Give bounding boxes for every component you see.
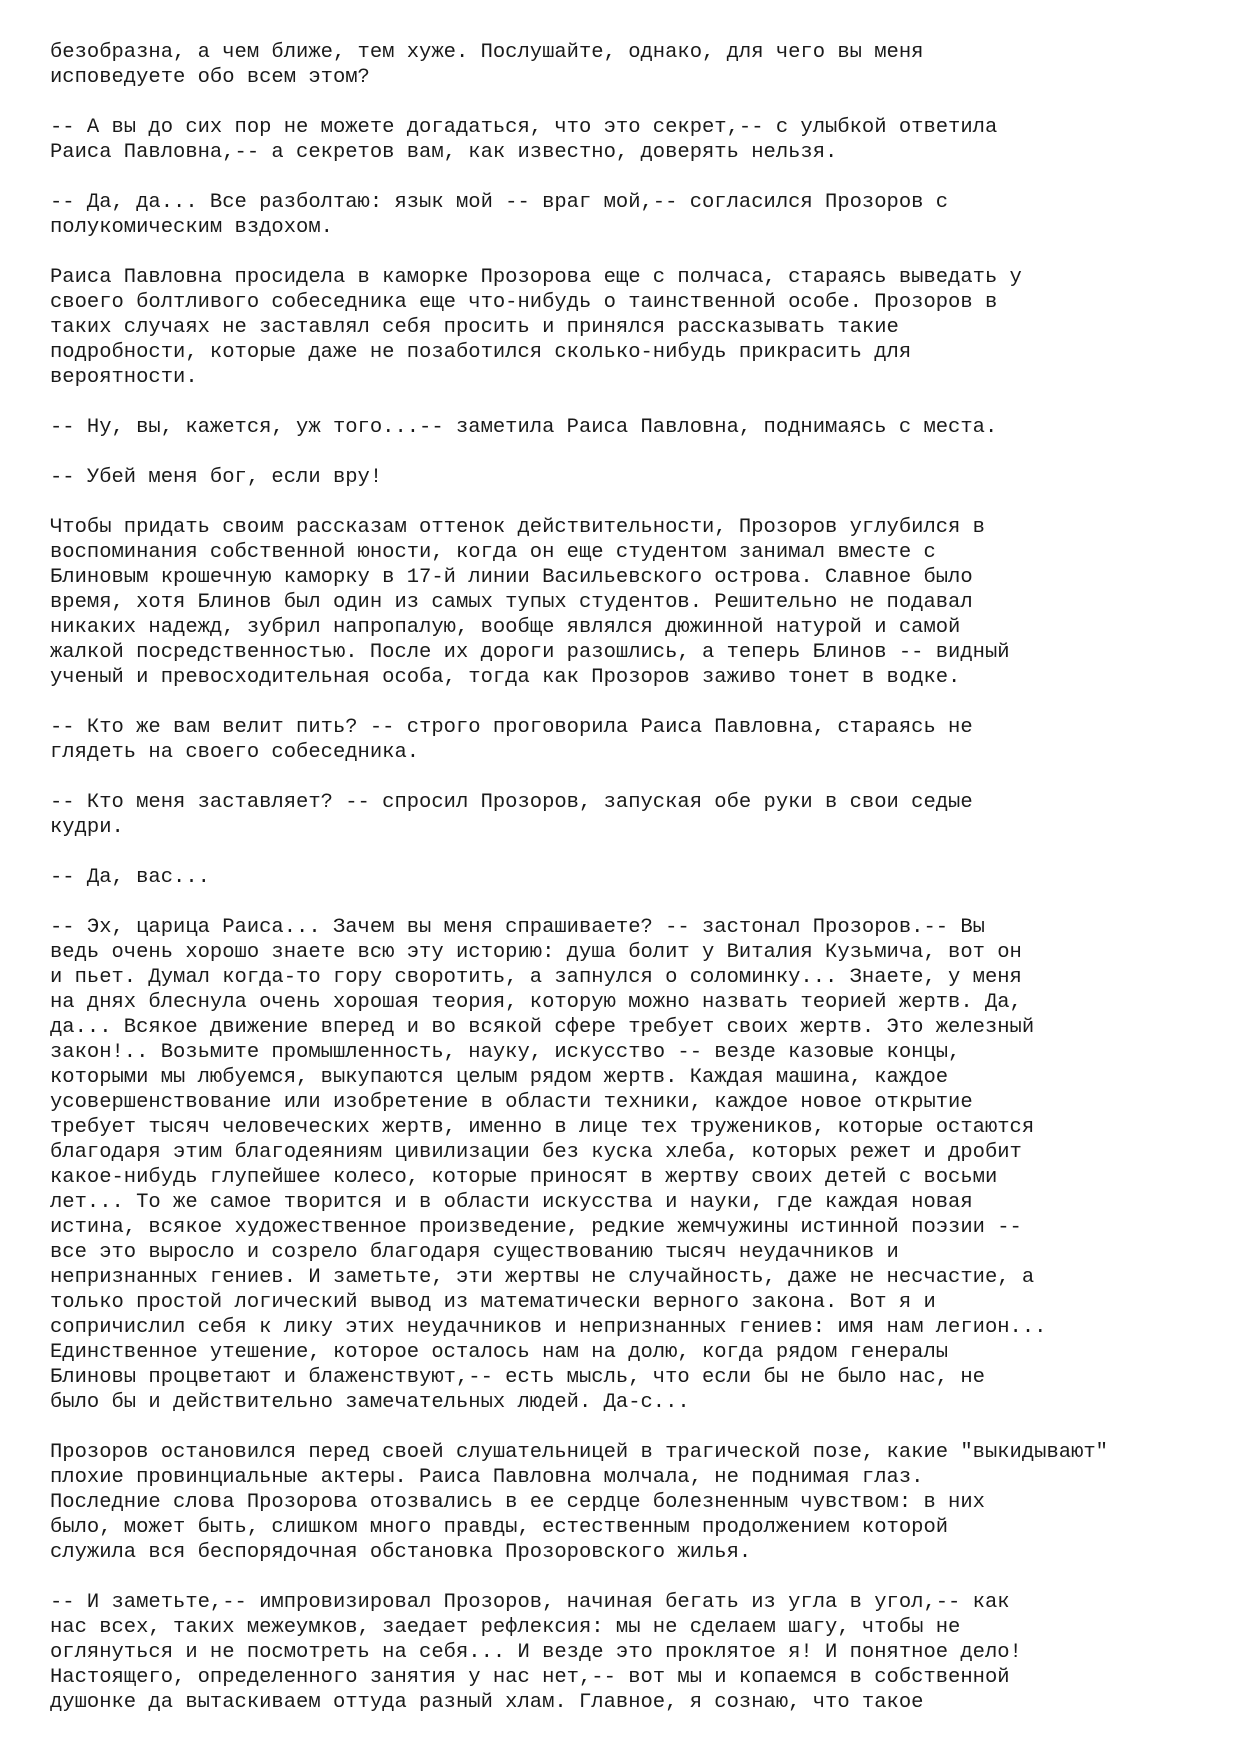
text-line: было бы и действительно замечательных людей. Да-с... [50,1391,690,1414]
text-line: требует тысяч человеческих жертв, именно в лице тех тружеников, которые остаются [50,1116,1035,1139]
text-line: Раиса Павловна просидела в каморке Прозорова еще с полчаса, стараясь выведать у [50,266,1022,289]
text-line: -- Кто же вам велит пить? -- строго проговорила Раиса Павловна, стараясь не [50,716,973,739]
text-line: своего болтливого собеседника еще что-нибудь о таинственной особе. Прозоров в [50,291,998,314]
text-line: нас всех, таких межеумков, заедает рефлексия: мы не сделаем шагу, чтобы не [50,1616,961,1639]
text-line: Единственное утешение, которое осталось нам на долю, когда рядом генералы [50,1341,949,1364]
text-line: оглянуться и не посмотреть на себя... И везде это проклятое я! И понятное дело! [50,1641,1022,1664]
text-line: полукомическим вздохом. [50,216,333,239]
text-line: непризнанных гениев. И заметьте, эти жертвы не случайность, даже не несчастие, а [50,1266,1035,1289]
text-line: глядеть на своего собеседника. [50,741,420,764]
text-line: усовершенствование или изобретение в области техники, каждое новое открытие [50,1091,973,1114]
text-line: -- Ну, вы, кажется, уж того...-- заметила Раиса Павловна, поднимаясь с места. [50,416,998,439]
text-line: Настоящего, определенного занятия у нас нет,-- вот мы и копаемся в собственной [50,1666,1010,1689]
text-line: служила вся беспорядочная обстановка Прозоровского жилья. [50,1541,752,1564]
paragraph [50,415,1210,440]
text-line: вероятности. [50,366,198,389]
text-line: жалкой посредственностью. После их дороги разошлись, а теперь Блинов -- видный [50,641,1010,664]
text-line: закон!.. Возьмите промышленность, науку, искусство -- везде казовые концы, [50,1041,961,1064]
text-line: на днях блеснула очень хорошая теория, которую можно назвать теорией жертв. Да, [50,991,1022,1014]
text-line: Последние слова Прозорова отозвались в ее сердце болезненным чувством: в них [50,1491,985,1514]
text-line: истина, всякое художественное произведение, редкие жемчужины истинной поэзии -- [50,1216,1022,1239]
text-line: -- А вы до сих пор не можете догадаться, что это секрет,-- с улыбкой ответила [50,116,998,139]
text-line: Раиса Павловна,-- а секретов вам, как известно, доверять нельзя. [50,141,838,164]
text-line: ученый и превосходительная особа, тогда как Прозоров заживо тонет в водке. [50,666,961,689]
text-line: ведь очень хорошо знаете всю эту историю: душа болит у Виталия Кузьмича, вот он [50,941,1022,964]
text-line: никаких надежд, зубрил напропалую, вообще являлся дюжинной натурой и самой [50,616,961,639]
text-line: только простой логический вывод из математически верного закона. Вот я и [50,1291,936,1314]
text-line: исповедуете обо всем этом? [50,66,370,89]
paragraph [50,115,1210,165]
text-line: -- И заметьте,-- импровизировал Прозоров, начиная бегать из угла в угол,-- как [50,1591,1010,1614]
text-line: плохие провинциальные актеры. Раиса Павловна молчала, не поднимая глаз. [50,1466,924,1489]
text-line: время, хотя Блинов был один из самых тупых студентов. Решительно не подавал [50,591,973,614]
text-line: кудри. [50,816,124,839]
paragraph [50,465,1210,490]
paragraph [50,790,1210,840]
text-line: Прозоров остановился перед своей слушательницей в трагической позе, какие "выкидывают" [50,1441,1108,1464]
paragraph [50,915,1210,1415]
paragraph [50,265,1210,390]
paragraph [50,1440,1210,1565]
text-line: лет... То же самое творится и в области искусства и науки, где каждая новая [50,1191,973,1214]
text-line: сопричислил себя к лику этих неудачников и непризнанных гениев: имя нам легион... [50,1316,1047,1339]
text-line: Блиновы процветают и блаженствуют,-- есть мысль, что если бы не было нас, не [50,1366,985,1389]
text-line: Блиновым крошечную каморку в 17-й линии Васильевского острова. Славное было [50,566,973,589]
paragraph [50,715,1210,765]
text-line: -- Кто меня заставляет? -- спросил Прозоров, запуская обе руки в свои седые [50,791,973,814]
text-line: воспоминания собственной юности, когда он еще студентом занимал вместе с [50,541,936,564]
paragraph [50,40,1210,90]
text-line: благодаря этим благодеяниям цивилизации без куска хлеба, которых режет и дробит [50,1141,1022,1164]
text-line: -- Да, вас... [50,866,210,889]
paragraph [50,515,1210,690]
text-line: Чтобы придать своим рассказам оттенок действительности, Прозоров углубился в [50,516,985,539]
paragraph [50,865,1210,890]
text-line: подробности, которые даже не позаботился сколько-нибудь прикрасить для [50,341,912,364]
text-line: было, может быть, слишком много правды, естественным продолжением которой [50,1516,949,1539]
text-line: -- Эх, царица Раиса... Зачем вы меня спрашиваете? -- застонал Прозоров.-- Вы [50,916,985,939]
paragraph [50,190,1210,240]
paragraph [50,1590,1210,1715]
text-line: и пьет. Думал когда-то гору своротить, а запнулся о соломинку... Знаете, у меня [50,966,1022,989]
text-line: -- Да, да... Все разболтаю: язык мой -- враг мой,-- согласился Прозоров с [50,191,949,214]
text-line: безобразна, а чем ближе, тем хуже. Послушайте, однако, для чего вы меня [50,41,924,64]
text-line: все это выросло и созрело благодаря существованию тысяч неудачников и [50,1241,899,1264]
text-line: душонке да вытаскиваем оттуда разный хлам. Главное, я сознаю, что такое [50,1691,924,1714]
text-line: таких случаях не заставлял себя просить и принялся рассказывать такие [50,316,899,339]
text-line: которыми мы любуемся, выкупаются целым рядом жертв. Каждая машина, каждое [50,1066,949,1089]
text-line: какое-нибудь глупейшее колесо, которые приносят в жертву своих детей с восьми [50,1166,998,1189]
document-page [50,40,1210,1740]
text-line: -- Убей меня бог, если вру! [50,466,383,489]
text-line: да... Всякое движение вперед и во всякой сфере требует своих жертв. Это железный [50,1016,1035,1039]
